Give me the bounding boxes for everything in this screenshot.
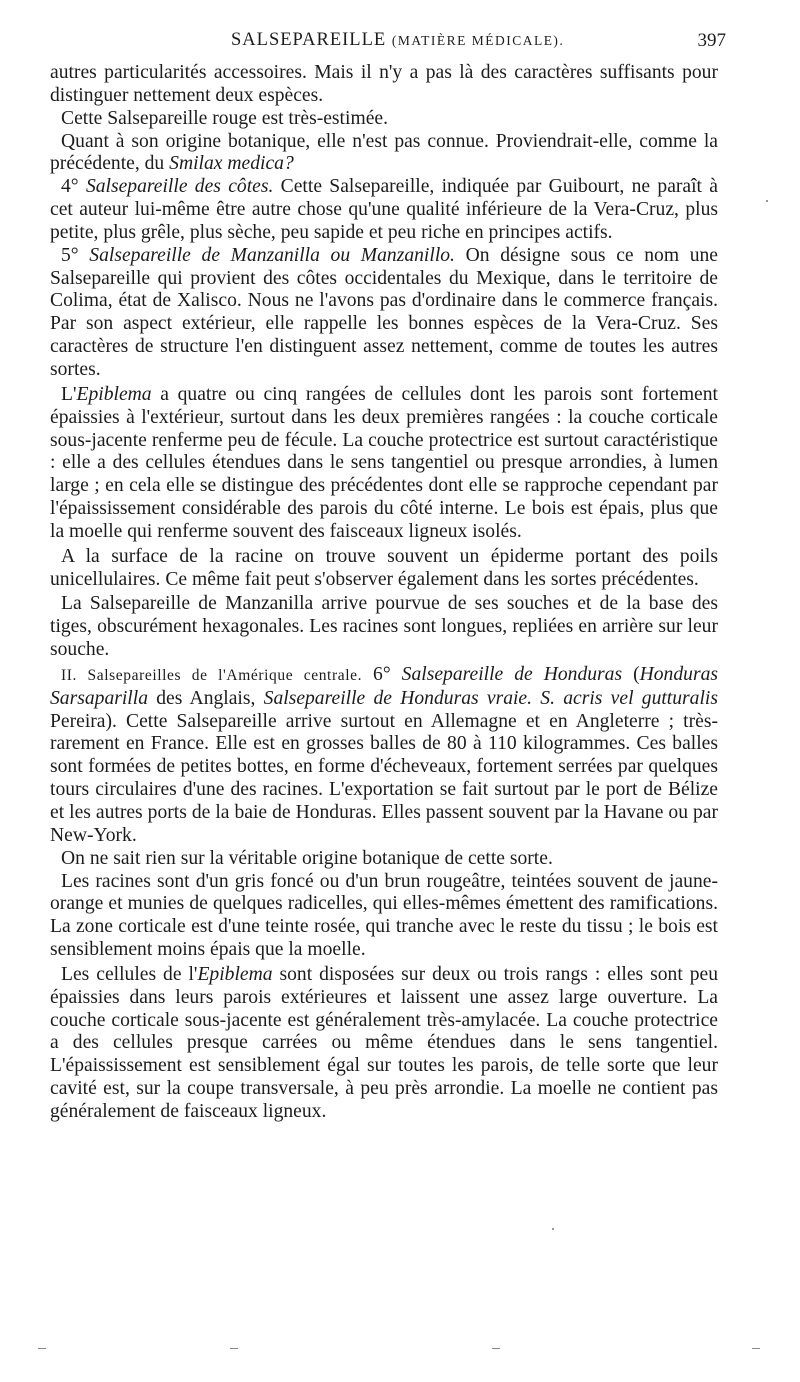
scan-specks: [0, 1348, 800, 1354]
scan-speck: [38, 1348, 46, 1349]
paragraph-text: Cette Salsepareille, indiquée par Guibourt, ne paraît à cet auteur lui-même être autre chose qu'une qualité inférieure de la Vera-Cruz, plus petite, plus grêle, plus sèche, peu sapide et peu riche en principes actifs.: [50, 176, 718, 243]
item-heading: Salsepareille de Honduras: [401, 663, 623, 685]
page-number: 397: [697, 30, 726, 51]
running-title: [231, 30, 564, 51]
paragraph: [50, 384, 718, 544]
paragraph: [50, 593, 718, 662]
paragraph-continuation: [50, 62, 718, 108]
running-header: [48, 30, 728, 56]
paragraph-text: Cette Salsepareille rouge est très-estimée.: [61, 107, 388, 129]
paragraph-text: On désigne sous ce nom une Salsepareille qui provient des côtes occidentales du Mexique, dans le territoire de Colima, état de Xalisco. Nous ne l'avons pas d'ordinaire dans le commerce français. Par son aspect extérieur, elle rappelle les bonnes espèces de la Vera-Cruz. Ses caractères de structure l'en distinguent assez nettement, comme de toutes les autres sortes.: [50, 244, 718, 380]
term-epiblema: Epiblema: [197, 963, 273, 985]
item-number: 4°: [61, 176, 79, 198]
paragraph: [50, 131, 718, 177]
section-heading: II. Salsepareilles de l'Amérique centrale.: [61, 666, 363, 684]
paragraph-item-4: [50, 176, 718, 245]
paragraph: [50, 108, 718, 131]
term-epiblema: Epiblema: [76, 383, 152, 405]
paragraph-text: autres particularités accessoires. Mais il n'y a pas là des caractères suffisants pour distinguer nettement deux espèces.: [50, 62, 718, 106]
paragraph: [50, 871, 718, 962]
paragraph-text: Les cellules de l': [61, 963, 198, 985]
running-title-subject: (MATIÈRE MÉDICALE).: [391, 33, 565, 48]
paragraph-text: sont disposées sur deux ou trois rangs : elles sont peu épaissies dans leurs parois extérieures et laissent une assez large ouverture. La couche corticale sous-jacente est généralement très-amylacée. La couche protectrice a des cellules presque carrées ou même étendues dans le sens tangentiel. L'épaississement est sensiblement égal sur toutes les parois, de telle sorte que leur cavité est, sur la coupe transversale, à peu près arrondie. La moelle ne contient pas généralement de faisceaux ligneux.: [50, 963, 719, 1122]
species-name: Smilax medica?: [169, 153, 294, 175]
scan-speck: [230, 1348, 238, 1349]
scan-speck: [766, 200, 768, 202]
paragraph-text: La Salsepareille de Manzanilla arrive pourvue de ses souches et de la base des tiges, obscurément hexagonales. Les racines sont longues, repliées en arrière sur leur souche.: [50, 593, 718, 661]
item-number: 6°: [373, 663, 391, 685]
body-text: [50, 62, 718, 1124]
paragraph: [50, 546, 718, 592]
section-heading-paragraph: [50, 664, 718, 848]
paragraph-text: Pereira). Cette Salsepareille arrive surtout en Allemagne et en Angleterre ; très-rarement en France. Elle est en grosses balles de 80 à 110 kilogrammes. Ces balles sont formées de petites bottes, en forme d'écheveaux, fortement serrées par quelques tours circulaires d'une des racines. L'exportation se fait surtout par le port de Bélize et les autres ports de la baie de Honduras. Elles passent souvent par la Havane ou par New-York.: [50, 710, 718, 846]
item-heading: Salsepareille de Manzanilla ou Manzanillo.: [89, 244, 455, 266]
paragraph-text: A la surface de la racine on trouve souvent un épiderme portant des poils unicellulaires. Ce même fait peut s'observer également dans les sortes précédentes.: [50, 545, 718, 590]
item-number: 5°: [61, 244, 79, 266]
paragraph: [50, 964, 718, 1124]
english-name: Honduras Sarsaparilla: [50, 663, 718, 709]
paragraph-text: (: [622, 663, 640, 685]
synonyms: Salsepareille de Honduras vraie. S. acris vel gutturalis: [263, 687, 718, 709]
paragraph-item-5: [50, 245, 718, 382]
paragraph-text: On ne sait rien sur la véritable origine botanique de cette sorte.: [61, 847, 553, 869]
paragraph-text: des Anglais,: [148, 687, 264, 709]
paragraph-text: Les racines sont d'un gris foncé ou d'un brun rougeâtre, teintées souvent de jaune-orange et munies de quelques radicelles, qui elles-mêmes émettent des ramifications. La zone corticale est d'une teinte rosée, qui tranche avec le reste du tissu ; le bois est sensiblement moins épais que la moelle.: [50, 870, 718, 961]
paragraph-text: L': [61, 383, 77, 405]
paragraph-text: a quatre ou cinq rangées de cellules dont les parois sont fortement épaissies à l'extérieur, surtout dans les deux premières rangées : la couche corticale sous-jacente renferme peu de fécule. La couche protectrice est surtout caractéristique : elle a des cellules étendues dans le sens tangentiel ou presque arrondies, à lumen large ; en cela elle se distingue des précédentes dont elle se rapproche cependant par l'épaississement considérable des parois du côté interne. Le bois est épais, plus que la moelle qui renferme souvent des faisceaux ligneux isolés.: [50, 383, 718, 542]
scan-speck: [552, 1228, 554, 1230]
item-heading: Salsepareille des côtes.: [85, 176, 274, 198]
scan-speck: [492, 1348, 500, 1349]
paragraph: [50, 848, 718, 871]
scan-speck: [752, 1348, 760, 1349]
paragraph-text: Quant à son origine botanique, elle n'est pas connue. Proviendrait-elle, comme la précédente, du: [50, 130, 718, 175]
running-title-main: SALSEPAREILLE: [231, 30, 387, 50]
